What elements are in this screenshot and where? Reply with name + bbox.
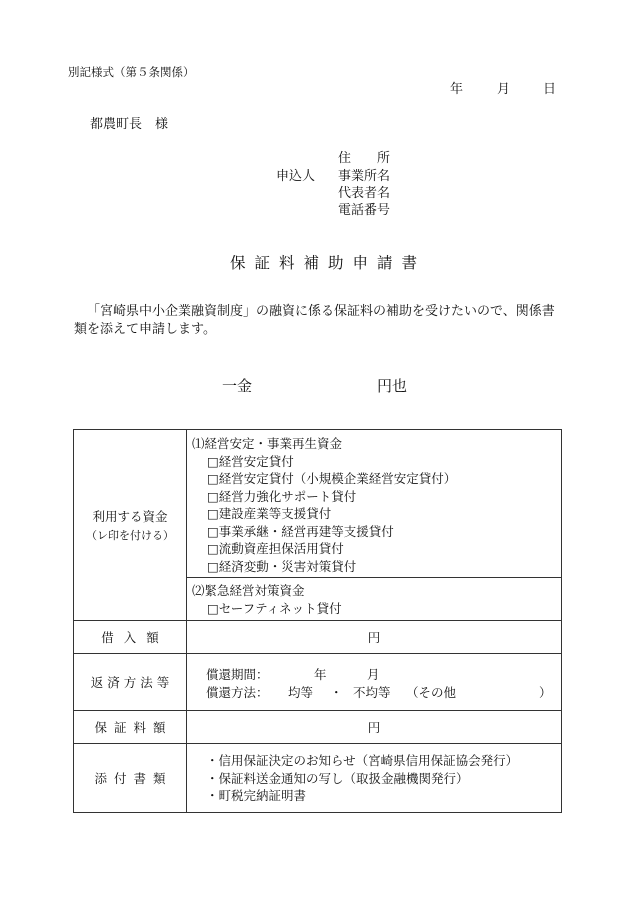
fund-group-1 [187,430,561,577]
applicant-label: 申込人 [276,169,316,184]
fund-group-2-heading: ⑵緊急経営対策資金 [192,583,305,598]
fund-option-safety-net[interactable]: □セーフティネット貸付 [207,600,342,616]
document-title: 保証料補助申請書 [230,254,427,272]
fund-option-2[interactable]: □経営安定貸付（小規模企業経営安定貸付） [207,471,457,486]
loan-amount-unit: 円 [367,630,381,645]
amount-suffix: 円也 [377,377,408,395]
body-text: 「宮崎県中小企業融資制度」の融資に係る保証料の補助を受けたいので、関係書類を添えて申請します。 [74,304,555,337]
repayment-period-label: 償還期間： [206,667,269,682]
funds-note: （レ印を付ける） [86,529,174,542]
funds-row [74,430,561,620]
application-table [73,429,562,813]
applicant-field-phone: 電話番号 [338,203,391,218]
repayment-option-other[interactable]: （その他 [406,685,457,700]
fund-option-3[interactable]: □経営力強化サポート貸付 [207,488,357,504]
guarantee-fee-unit: 円 [367,720,381,735]
repayment-option-equal[interactable]: 均等 [288,685,314,700]
applicant-field-address: 住 所 [338,151,391,166]
addressee: 都農町長 様 [90,117,169,132]
loan-amount-row [74,620,561,653]
fund-option-4[interactable]: □建設産業等支援貸付 [207,506,332,521]
repayment-field[interactable] [187,654,561,710]
applicant-field-business: 事業所名 [338,169,391,184]
repayment-close-paren: ） [539,685,552,700]
funds-label: 利用する資金 [92,509,168,524]
attachment-item-1: ・信用保証決定のお知らせ（宮崎県信用保証協会発行） [206,753,519,768]
fund-option-6[interactable]: □流動資産担保活用貸付 [207,541,344,556]
date-year: 年 [450,82,464,97]
applicant-field-representative: 代表者名 [338,186,391,201]
fund-option-5[interactable]: □事業承継・経営再建等支援貸付 [207,523,394,539]
repayment-option-unequal[interactable]: 不均等 [353,685,391,700]
funds-label-cell [74,430,187,620]
fund-option-7[interactable]: □経済変動・災害対策貸付 [207,558,357,574]
loan-amount-label: 借入額 [101,630,169,645]
attachment-item-3: ・町税完納証明書 [206,788,307,803]
repayment-label: 返済方法等 [90,675,174,690]
guarantee-fee-field[interactable] [187,711,561,743]
date-month: 月 [497,82,511,97]
attachments-label: 添付書類 [94,771,173,786]
fund-option-1[interactable]: □経営安定貸付 [207,453,294,469]
repayment-row [74,653,561,710]
repayment-method-label: 償還方法： [206,685,269,700]
fund-group-2 [187,577,561,620]
repayment-period-year: 年 [314,667,327,682]
loan-amount-field[interactable] [187,621,561,653]
attachments-list [187,744,561,812]
guarantee-fee-label: 保証料額 [94,720,173,735]
repayment-period-month: 月 [367,667,380,682]
fund-group-1-heading: ⑴経営安定・事業再生資金 [192,436,343,451]
guarantee-fee-row [74,710,561,743]
form-label: 別記様式（第５条関係） [68,65,195,79]
date-day: 日 [543,82,557,97]
repayment-separator: ・ [330,685,343,700]
amount-prefix: 一金 [222,377,253,395]
attachment-item-2: ・保証料送金通知の写し（取扱金融機関発行） [206,770,469,786]
attachments-row [74,743,561,812]
